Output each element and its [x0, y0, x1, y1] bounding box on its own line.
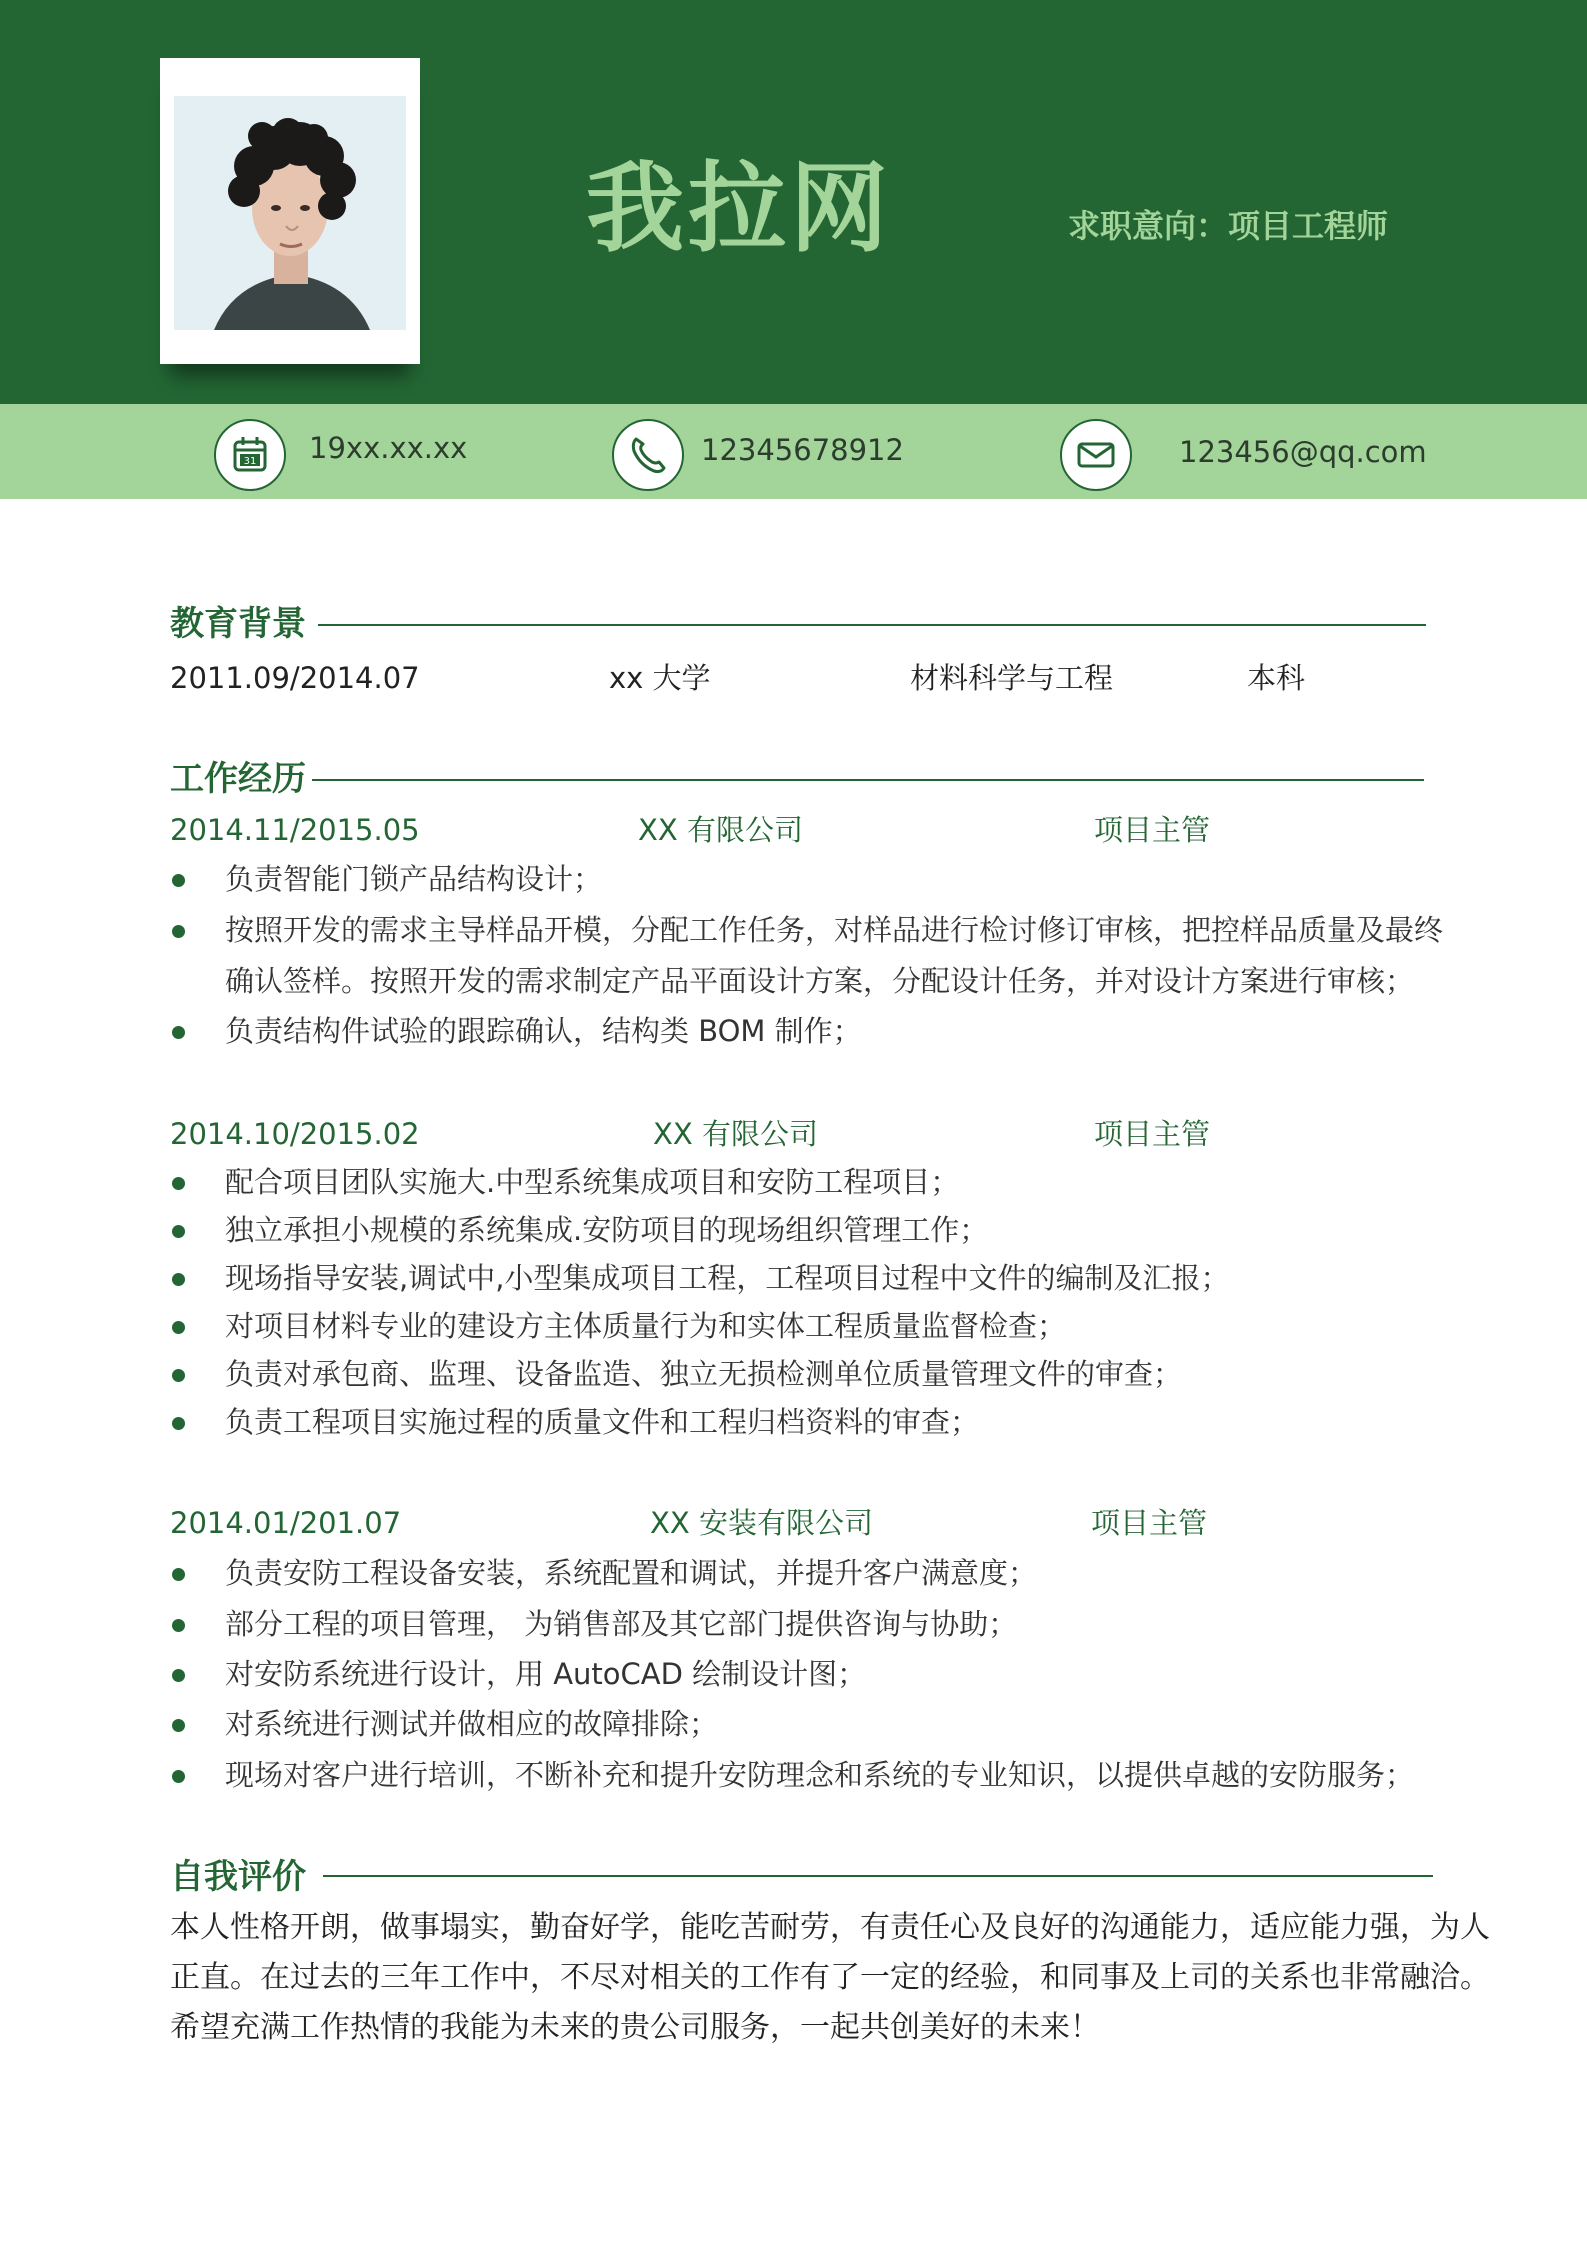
self-eval-text: 本人性格开朗，做事塌实，勤奋好学，能吃苦耐劳，有责任心及良好的沟通能力，适应能力强，为人 [170, 1910, 1490, 1945]
bullet-dot [172, 1026, 185, 1039]
bullet-dot [172, 1770, 185, 1783]
job-duty: 对系统进行测试并做相应的故障排除； [225, 1707, 719, 1741]
job-date: 2014.11/2015.05 [170, 813, 420, 847]
job-intent: 求职意向：项目工程师 [1068, 207, 1389, 245]
education-degree: 本科 [1247, 661, 1306, 695]
bullet-dot [172, 1177, 185, 1190]
job-duty: 负责工程项目实施过程的质量文件和工程归档资料的审查； [225, 1405, 980, 1439]
job-duty: 负责安防工程设备安装，系统配置和调试，并提升客户满意度； [225, 1556, 1038, 1590]
profile-photo [174, 96, 406, 330]
job-duty: 独立承担小规模的系统集成.安防项目的现场组织管理工作； [225, 1213, 989, 1247]
education-divider [318, 624, 1426, 626]
education-major: 材料科学与工程 [910, 661, 1114, 695]
bullet-dot [172, 1273, 185, 1286]
job-duty: 对项目材料专业的建设方主体质量行为和实体工程质量监督检查； [225, 1309, 1067, 1343]
job-duty: 对安防系统进行设计，用 AutoCAD 绘制设计图； [225, 1657, 867, 1691]
bullet-dot [172, 1321, 185, 1334]
education-school: xx 大学 [609, 661, 711, 695]
svg-text:31: 31 [243, 456, 257, 467]
bullet-dot [172, 925, 185, 938]
bullet-dot [172, 1225, 185, 1238]
job-duty: 现场对客户进行培训，不断补充和提升安防理念和系统的专业知识，以提供卓越的安防服务； [225, 1758, 1415, 1792]
mail-icon [1060, 419, 1132, 491]
work-divider [312, 779, 1424, 781]
job-duty: 负责结构件试验的跟踪确认，结构类 BOM 制作； [225, 1014, 862, 1048]
bullet-dot [172, 874, 185, 887]
education-date: 2011.09/2014.07 [170, 661, 420, 695]
job-position: 项目主管 [1094, 813, 1211, 847]
self-eval-text: 正直。在过去的三年工作中，不尽对相关的工作有了一定的经验，和同事及上司的关系也非常融洽。 [170, 1960, 1490, 1995]
bullet-dot [172, 1568, 185, 1581]
job-position: 项目主管 [1094, 1117, 1211, 1151]
email-address: 123456@qq.com [1179, 435, 1427, 469]
bullet-dot [172, 1719, 185, 1732]
self-eval-title: 自我评价 [170, 1857, 306, 1897]
job-duty: 按照开发的需求主导样品开模，分配工作任务，对样品进行检讨修订审核，把控样品质量及最终 [225, 913, 1444, 947]
bullet-dot [172, 1369, 185, 1382]
job-company: XX 安装有限公司 [650, 1506, 873, 1540]
job-position: 项目主管 [1091, 1506, 1208, 1540]
job-duty: 确认签样。按照开发的需求制定产品平面设计方案，分配设计任务，并对设计方案进行审核； [225, 964, 1415, 998]
phone-number: 12345678912 [701, 433, 904, 467]
job-date: 2014.10/2015.02 [170, 1117, 420, 1151]
portrait-illustration [174, 96, 406, 330]
self-eval-divider [323, 1875, 1433, 1877]
job-duty: 现场指导安装,调试中,小型集成项目工程，工程项目过程中文件的编制及汇报； [225, 1261, 1230, 1295]
work-title: 工作经历 [170, 759, 306, 799]
job-duty: 负责对承包商、监理、设备监造、独立无损检测单位质量管理文件的审查； [225, 1357, 1183, 1391]
phone-icon [612, 419, 684, 491]
job-company: XX 有限公司 [638, 813, 803, 847]
bullet-dot [172, 1619, 185, 1632]
candidate-name: 我拉网 [586, 152, 893, 266]
job-company: XX 有限公司 [653, 1117, 818, 1151]
education-title: 教育背景 [170, 604, 306, 644]
profile-photo-frame [160, 58, 420, 364]
calendar-icon [214, 419, 286, 491]
birth-date: 19xx.xx.xx [309, 431, 468, 465]
job-duty: 负责智能门锁产品结构设计； [225, 862, 603, 896]
job-duty: 配合项目团队实施大.中型系统集成项目和安防工程项目； [225, 1165, 960, 1199]
self-eval-text: 希望充满工作热情的我能为未来的贵公司服务，一起共创美好的未来！ [170, 2010, 1100, 2045]
bullet-dot [172, 1669, 185, 1682]
job-duty: 部分工程的项目管理， 为销售部及其它部门提供咨询与协助； [225, 1607, 1018, 1641]
bullet-dot [172, 1417, 185, 1430]
job-date: 2014.01/201.07 [170, 1506, 402, 1540]
